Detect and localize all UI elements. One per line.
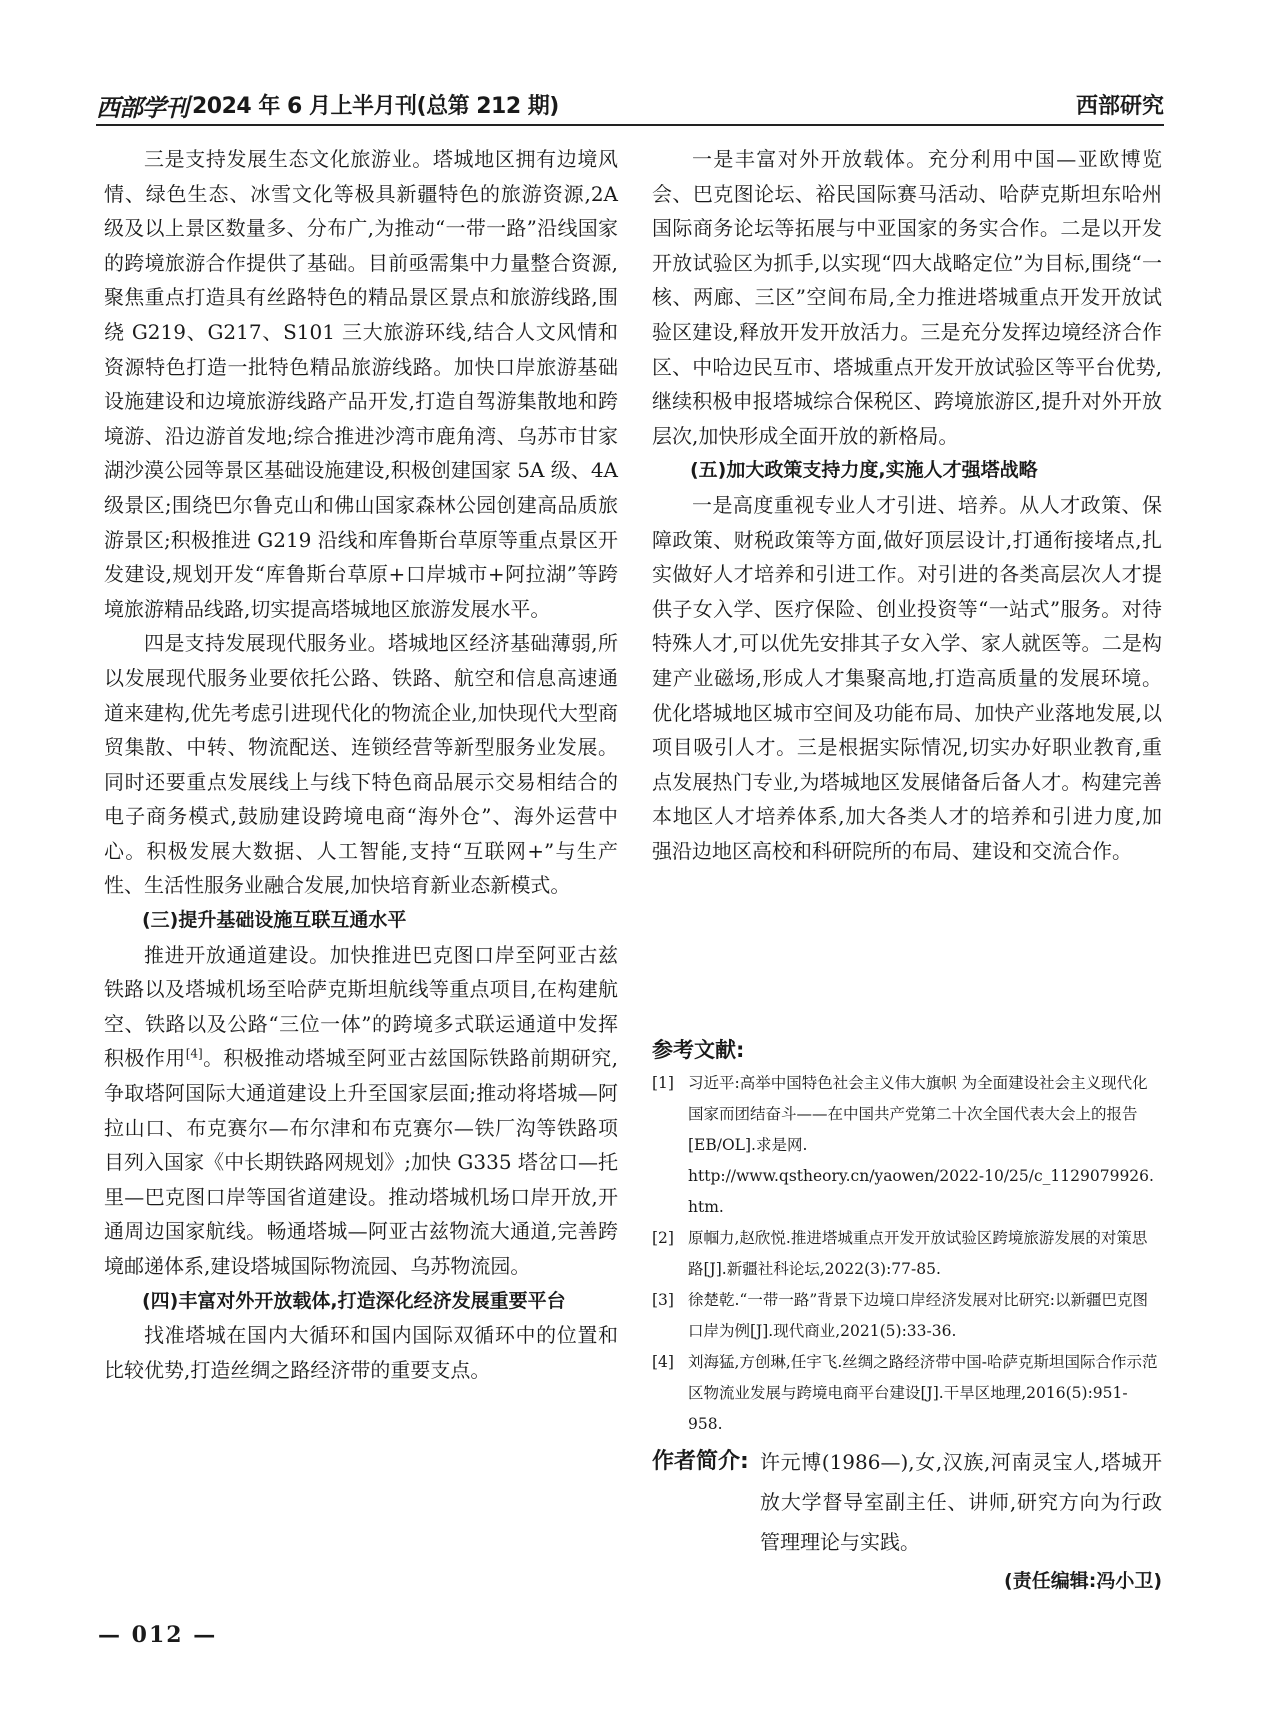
subheading-talent-strategy: (五)加大政策支持力度,实施人才强塔战略 (690, 459, 1038, 482)
reference-text: 原帼力,赵欣悦.推进塔城重点开发开放试验区跨境旅游发展的对策思路[J].新疆社科论坛,2022(3):77-85. (688, 1229, 1148, 1278)
paragraph-talent: 一是高度重视专业人才引进、培养。从人才政策、保障政策、财税政策等方面,做好顶层设计,打通衔接堵点,扎实做好人才培养和引进工作。对引进的各类高层次人才提供子女入学、医疗保险、创业投资等“一站式”服务。对待特殊人才,可以优先安排其子女入学、家人就医等。二是构建产业磁场,形成人才集聚高地,打造高质量的发展环境。优化塔城地区城市空间及功能布局、加快产业落地发展,以项目吸引人才。三是根据实际情况,切实办好职业教育,重点发展热门专业,为塔城地区发展储备后备人才。构建完善本地区人才培养体系,加大各类人才的培养和引进力度,加强沿边地区高校和科研院所的布局、建设和交流合作。 (652, 492, 1162, 863)
reference-number: [1] (652, 1074, 674, 1092)
reference-text: 刘海猛,方创琳,任宇飞.丝绸之路经济带中国-哈萨克斯坦国际合作示范区物流业发展与跨境电商平台建设[J].干旱区地理,2016(5):951-958. (688, 1353, 1158, 1433)
references-list (652, 1068, 1162, 1440)
reference-item (652, 1068, 1162, 1223)
references-heading: 参考文献: (652, 1038, 745, 1062)
reference-url: http://www.qstheory.cn/yaowen/2022-10/25/c_1129079926.htm. (688, 1167, 1154, 1216)
author-text: 许元博(1986—),女,汉族,河南灵宝人,塔城开放大学督导室副主任、讲师,研究方向为行政管理理论与实践。 (760, 1450, 1162, 1554)
running-header (96, 88, 1164, 122)
reference-number: [2] (652, 1229, 674, 1247)
issue-info: 2024 年 6 月上半月刊(总第 212 期) (192, 94, 559, 119)
paragraph-open-channels-part2: 。积极推动塔城至阿亚古兹国际铁路前期研究,争取塔阿国际大通道建设上升至国家层面;推动将塔城—阿拉山口、布克赛尔—布尔津和布克赛尔—铁厂沟等铁路项目列入国家《中长期铁路网规划》;加快 G335 塔岔口—托里—巴克图口岸等国省道建设。推动塔城机场口岸开放,开通周边国家航线。畅通塔城—阿亚古兹物流大通道,完善跨境邮递体系,建设塔城国际物流园、乌苏物流园。 (104, 1046, 618, 1278)
subheading-infrastructure: (三)提升基础设施互联互通水平 (142, 909, 407, 932)
paragraph-opening-carriers: 一是丰富对外开放载体。充分利用中国—亚欧博览会、巴克图论坛、裕民国际赛马活动、哈萨克斯坦东哈州国际商务论坛等拓展与中亚国家的务实合作。二是以开发开放试验区为抓手,以实现“四大战略定位”为目标,围绕“一核、两廊、三区”空间布局,全力推进塔城重点开发开放试验区建设,释放开发开放活力。三是充分发挥边境经济合作区、中哈边民互市、塔城重点开发开放试验区等平台优势,继续积极申报塔城综合保税区、跨境旅游区,提升对外开放层次,加快形成全面开放的新格局。 (652, 147, 1162, 448)
reference-item (652, 1285, 1162, 1347)
reference-text: 徐楚乾.“一带一路”背景下边境口岸经济发展对比研究:以新疆巴克图口岸为例[J].现代商业,2021(5):33-36. (688, 1291, 1148, 1340)
subheading-opening-platform: (四)丰富对外开放载体,打造深化经济发展重要平台 (142, 1289, 566, 1312)
reference-number: [3] (652, 1291, 674, 1309)
header-rule (96, 124, 1164, 126)
section-name: 西部研究 (1075, 94, 1164, 119)
right-column (652, 142, 1162, 868)
paragraph-open-channels-part1: 推进开放通道建设。加快推进巴克图口岸至阿亚古兹铁路以及塔城机场至哈萨克斯坦航线等重点项目,在构建航空、铁路以及公路“三位一体”的跨境多式联运通道中发挥积极作用 (104, 942, 618, 1071)
reference-item (652, 1223, 1162, 1285)
reference-item (652, 1347, 1162, 1440)
left-column (104, 142, 618, 1387)
reference-text: 习近平:高举中国特色社会主义伟大旗帜 为全面建设社会主义现代化国家而团结奋斗——在中国共产党第二十次全国代表大会上的报告[EB/OL].求是网. (688, 1074, 1148, 1154)
reference-number: [4] (652, 1353, 674, 1371)
paragraph-positioning: 找准塔城在国内大循环和国内国际双循环中的位置和比较优势,打造丝绸之路经济带的重要支点。 (104, 1323, 618, 1382)
paragraph-modern-services: 四是支持发展现代服务业。塔城地区经济基础薄弱,所以发展现代服务业要依托公路、铁路、航空和信息高速通道来建构,优先考虑引进现代化的物流企业,加快现代大型商贸集散、中转、物流配送、连锁经营等新型服务业发展。同时还要重点发展线上与线下特色商品展示交易相结合的电子商务模式,鼓励建设跨境电商“海外仓”、海外运营中心。积极发展大数据、人工智能,支持“互联网+”与生产性、生活性服务业融合发展,加快培育新业态新模式。 (104, 631, 618, 898)
author-label: 作者简介: (652, 1449, 749, 1474)
paragraph-open-channels (104, 938, 618, 1284)
citation-4: [4] (185, 1046, 203, 1061)
page-number: — 012 — (98, 1622, 218, 1648)
responsible-editor: (责任编辑:冯小卫) (1004, 1570, 1162, 1592)
journal-logo: 西部学刊 (96, 93, 188, 122)
paragraph-ecotourism: 三是支持发展生态文化旅游业。塔城地区拥有边境风情、绿色生态、冰雪文化等极具新疆特色的旅游资源,2A 级及以上景区数量多、分布广,为推动“一带一路”沿线国家的跨境旅游合作提供了基础。目前亟需集中力量整合资源,聚焦重点打造具有丝路特色的精品景区景点和旅游线路,围绕 G219、G217、S101 三大旅游环线,结合人文风情和资源特色打造一批特色精品旅游线路。加快口岸旅游基础设施建设和边境旅游线路产品开发,打造自驾游集散地和跨境游、沿边游首发地;综合推进沙湾市鹿角湾、乌苏市甘家湖沙漠公园等景区基础设施建设,积极创建国家 5A 级、4A 级景区;围绕巴尔鲁克山和佛山国家森林公园创建高品质旅游景区;积极推进 G219 沿线和库鲁斯台草原等重点景区开发建设,规划开发“库鲁斯台草原+口岸城市+阿拉湖”等跨境旅游精品线路,切实提高塔城地区旅游发展水平。 (104, 147, 618, 621)
